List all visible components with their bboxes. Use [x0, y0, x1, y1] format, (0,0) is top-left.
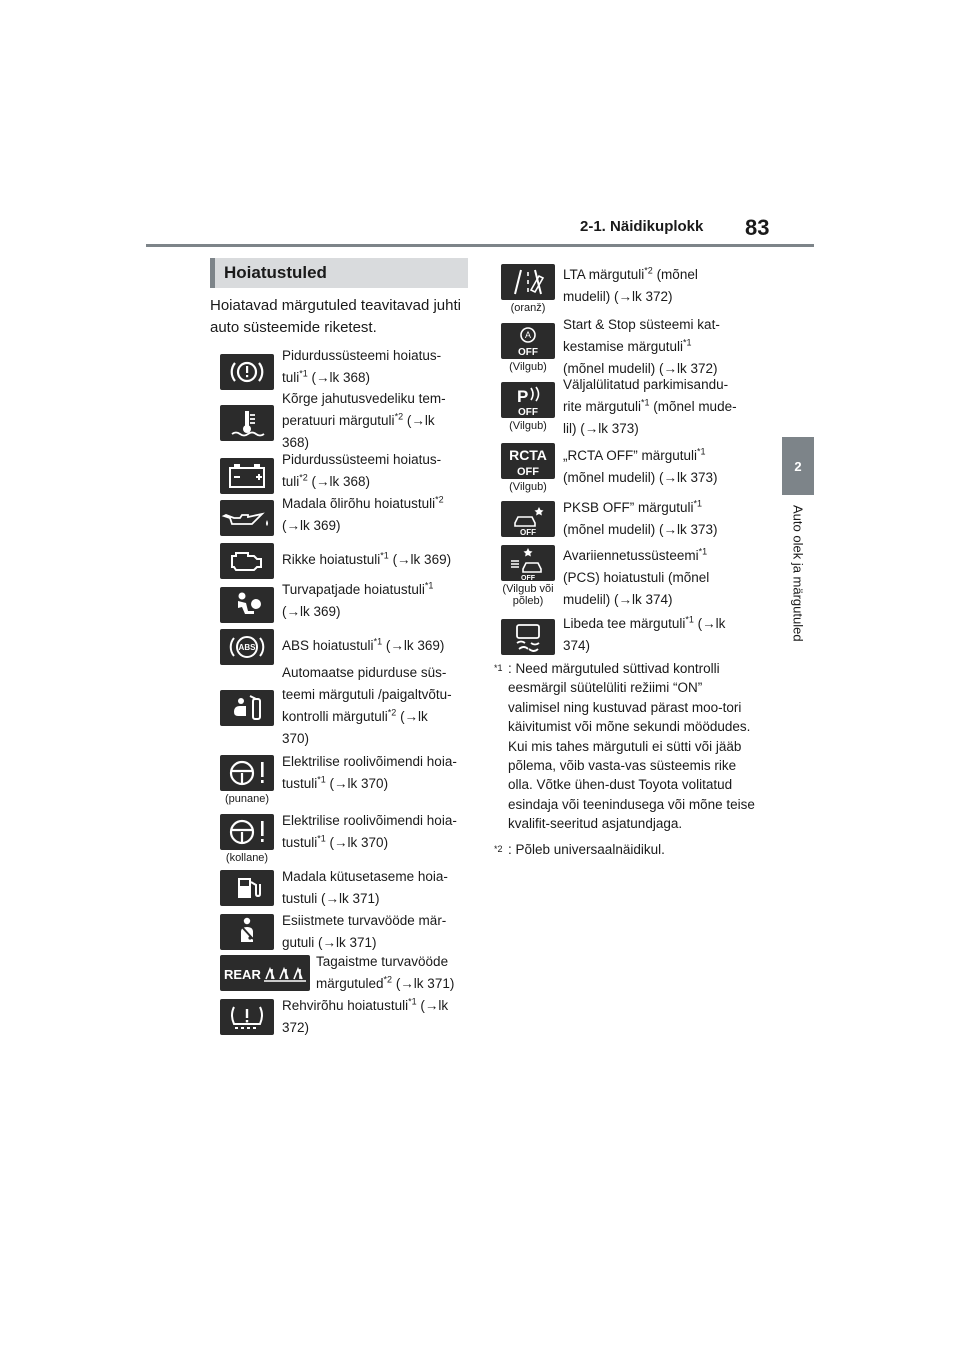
list-item	[220, 449, 472, 494]
item-text: Pidurdussüsteemi hoiatus-	[282, 348, 442, 363]
item-text: tuli	[282, 370, 300, 385]
item-text: Kõrge jahutusvedeliku tem-	[282, 391, 446, 406]
footnote-ref: *1	[299, 368, 308, 379]
list-item	[501, 545, 758, 611]
item-text: Automaatse pidurduse süs-	[282, 665, 447, 680]
page-ref: 374)	[563, 638, 591, 653]
footnote-ref: *1	[380, 550, 389, 561]
list-item	[220, 751, 472, 805]
page-ref: (→lk	[403, 413, 435, 428]
list-item	[220, 543, 472, 579]
footnotes	[494, 659, 756, 863]
icon-caption: (Vilgub)	[509, 420, 547, 432]
item-text: märgutuled	[316, 976, 384, 991]
fuel-icon	[220, 870, 274, 906]
tire-pressure-icon	[220, 999, 274, 1035]
page-ref: (→lk 371)	[392, 976, 455, 991]
page-ref: (mõnel mudelil) (→lk 373)	[563, 522, 718, 537]
page-ref: 372)	[282, 1020, 310, 1035]
battery-charge-icon	[220, 458, 274, 494]
svg-text:A: A	[524, 330, 532, 340]
footnote-ref: *1	[373, 636, 383, 647]
footnote-ref: *2	[299, 472, 308, 483]
footnote-ref: *2	[435, 494, 444, 505]
item-text: kestamise märgutuli	[563, 339, 684, 354]
list-item	[220, 951, 476, 995]
footnote-ref: *1	[685, 614, 694, 625]
svg-text:ABS: ABS	[238, 643, 256, 652]
footnote-ref: *2	[387, 707, 397, 718]
page-ref: (→lk	[416, 998, 449, 1013]
footnote	[494, 659, 756, 834]
footnote-ref: *1	[424, 580, 434, 591]
list-item	[220, 810, 472, 864]
item-text: Avariiennetussüsteemi	[563, 548, 699, 563]
page-ref: mudelil) (→lk 372)	[563, 289, 673, 304]
footnote-ref: *2	[394, 411, 404, 422]
svg-text:P: P	[517, 387, 529, 406]
section-title: 2-1. Näidikuplokk	[580, 218, 704, 235]
item-text: tustuli	[282, 835, 318, 850]
steering-warning-icon	[220, 755, 274, 791]
page-ref: (→lk	[693, 616, 726, 631]
list-item	[501, 495, 758, 541]
footnote-ref: *1	[698, 546, 708, 557]
item-text: kontrolli märgutuli	[282, 709, 388, 724]
page-ref: (→lk 368)	[307, 474, 371, 489]
lta-icon	[501, 264, 555, 300]
item-text: „RCTA OFF” märgutuli	[563, 448, 698, 463]
item-text: (PCS) hoiatustuli (mõnel	[563, 570, 710, 585]
intro-text: Hoiatavad märgutuled teavitavad juhti auto süsteemide riketest.	[210, 297, 461, 336]
list-item	[220, 388, 472, 454]
list-item	[220, 629, 472, 665]
page-ref: (→lk 369)	[382, 638, 445, 653]
page-ref: (mõnel mudelil) (→lk 372)	[563, 361, 718, 376]
list-item	[501, 613, 758, 657]
page-ref: mudelil) (→lk 374)	[563, 592, 673, 607]
list-item	[501, 443, 758, 493]
footnote-ref: *1	[317, 833, 326, 844]
brake-hold-icon	[220, 690, 274, 726]
item-text: Madala kütusetaseme hoia-	[282, 869, 448, 884]
page-ref: (→lk 368)	[307, 370, 371, 385]
page-ref: (→lk	[396, 709, 428, 724]
item-text: tuli	[282, 474, 300, 489]
item-text: tustuli	[282, 776, 318, 791]
footnote-ref: *2	[383, 974, 393, 985]
list-item	[501, 374, 758, 440]
rear-seatbelt-icon	[220, 955, 310, 991]
steering-warning-icon	[220, 814, 274, 850]
item-text: Rikke hoiatustuli	[282, 552, 381, 567]
page-ref: (mõnel	[652, 267, 698, 282]
list-item	[220, 995, 472, 1039]
svg-text:OFF: OFF	[520, 528, 536, 537]
page-ref: (mõnel mude-	[649, 399, 737, 414]
footnote-ref: *1	[693, 498, 703, 509]
item-text: Start & Stop süsteemi kat-	[563, 317, 720, 332]
page-ref: 368)	[282, 435, 310, 450]
list-item	[220, 493, 472, 537]
item-text: gutuli (→lk 371)	[282, 935, 377, 950]
item-text: ABS hoiatustuli	[282, 638, 374, 653]
item-text: Elektrilise roolivõimendi hoia-	[282, 754, 457, 769]
page-ref: (→lk 369)	[388, 552, 452, 567]
item-text: Madala õlirõhu hoiatustuli	[282, 496, 436, 511]
item-text: tustuli (→lk 371)	[282, 891, 380, 906]
page-number: 83	[745, 215, 770, 240]
seatbelt-icon	[220, 914, 274, 950]
footnote-mark: *1	[494, 663, 503, 673]
item-text: PKSB OFF” märgutuli	[563, 500, 694, 515]
footnote-ref: *1	[317, 774, 326, 785]
item-text: Rehvirõhu hoiatustuli	[282, 998, 409, 1013]
rcta-off-icon	[501, 443, 555, 479]
icon-caption: (oranž)	[510, 302, 546, 314]
page-ref: (→lk 369)	[282, 604, 341, 619]
page-ref: (→lk 370)	[325, 835, 389, 850]
svg-text:OFF: OFF	[521, 575, 535, 581]
item-text: LTA märgutuli	[563, 267, 645, 282]
svg-text:OFF: OFF	[518, 407, 538, 418]
check-engine-icon	[220, 543, 274, 579]
footnote-text: : Need märgutuled süttivad kontrolli eesmärgil süütelüliti režiimi “ON” valimisel ning kustuvad pärast moo-tori käivitumist või mõne sekundi möödudes. Kui mis tahes märgutuli ei sütti või jääb põlema, võib vasta-vas süsteemis rike olla. Võtke ühen-dust Toyota volitatud esindaja või teenindusega või mõne teise kvalifit-seeritud asjatundjaga.	[508, 661, 755, 832]
icon-caption: (Vilgub)	[509, 481, 547, 493]
svg-text:OFF: OFF	[518, 347, 538, 358]
svg-text:REAR: REAR	[224, 967, 261, 982]
footnote-ref: *1	[683, 337, 692, 348]
footnote-ref: *1	[697, 446, 706, 457]
item-text: Libeda tee märgutuli	[563, 616, 686, 631]
icon-caption: (kollane)	[225, 852, 269, 864]
section-heading: Hoiatustuled	[210, 258, 468, 288]
list-item	[220, 662, 472, 750]
pcs-icon	[501, 545, 555, 581]
page-ref: (→lk 370)	[325, 776, 389, 791]
abs-icon	[220, 629, 274, 665]
slippery-road-icon	[501, 619, 555, 655]
footnote-text: : Põleb universaalnäidikul.	[508, 841, 665, 857]
svg-text:RCTA: RCTA	[509, 447, 547, 463]
oil-pressure-icon	[220, 500, 274, 536]
page-ref: lil) (→lk 373)	[563, 421, 639, 436]
stop-start-off-icon	[501, 323, 555, 359]
svg-text:OFF: OFF	[517, 466, 539, 478]
chapter-tab: 2	[782, 437, 814, 495]
list-item	[220, 579, 472, 623]
parking-assist-off-icon	[501, 382, 555, 418]
list-item	[501, 264, 758, 314]
item-text: teemi märgutuli /paigaltvõtu-	[282, 687, 452, 702]
page-ref: (mõnel mudelil) (→lk 373)	[563, 470, 718, 485]
footnote-ref: *1	[408, 996, 417, 1007]
icon-caption: (Vilgub või põleb)	[502, 583, 554, 607]
list-item	[220, 866, 472, 910]
pksb-off-icon	[501, 501, 555, 537]
footnote	[494, 840, 756, 863]
footnote-mark: *2	[494, 843, 503, 854]
item-text: Esiistmete turvavööde mär-	[282, 913, 447, 928]
list-item	[220, 910, 472, 954]
footnote-ref: *1	[641, 397, 650, 408]
list-item	[501, 314, 758, 380]
item-text: rite märgutuli	[563, 399, 642, 414]
coolant-temperature-icon	[220, 405, 274, 441]
item-text: Tagaistme turvavööde	[316, 954, 449, 969]
item-text: Väljalülitatud parkimisandu-	[563, 377, 729, 392]
icon-caption: (punane)	[224, 793, 270, 805]
brake-warning-icon	[220, 354, 274, 390]
item-text: peratuuri märgutuli	[282, 413, 395, 428]
airbag-icon	[220, 587, 274, 623]
footnote-ref: *2	[644, 265, 653, 276]
header-divider	[146, 244, 814, 247]
item-text: Turvapatjade hoiatustuli	[282, 582, 425, 597]
chapter-tab-label: Auto olek ja märgutuled	[790, 505, 806, 642]
item-text: Pidurdussüsteemi hoiatus-	[282, 452, 442, 467]
page-ref: 370)	[282, 731, 310, 746]
page-ref: (→lk 369)	[282, 518, 341, 533]
icon-caption: (Vilgub)	[509, 361, 547, 373]
item-text: Elektrilise roolivõimendi hoia-	[282, 813, 457, 828]
list-item	[220, 345, 472, 390]
